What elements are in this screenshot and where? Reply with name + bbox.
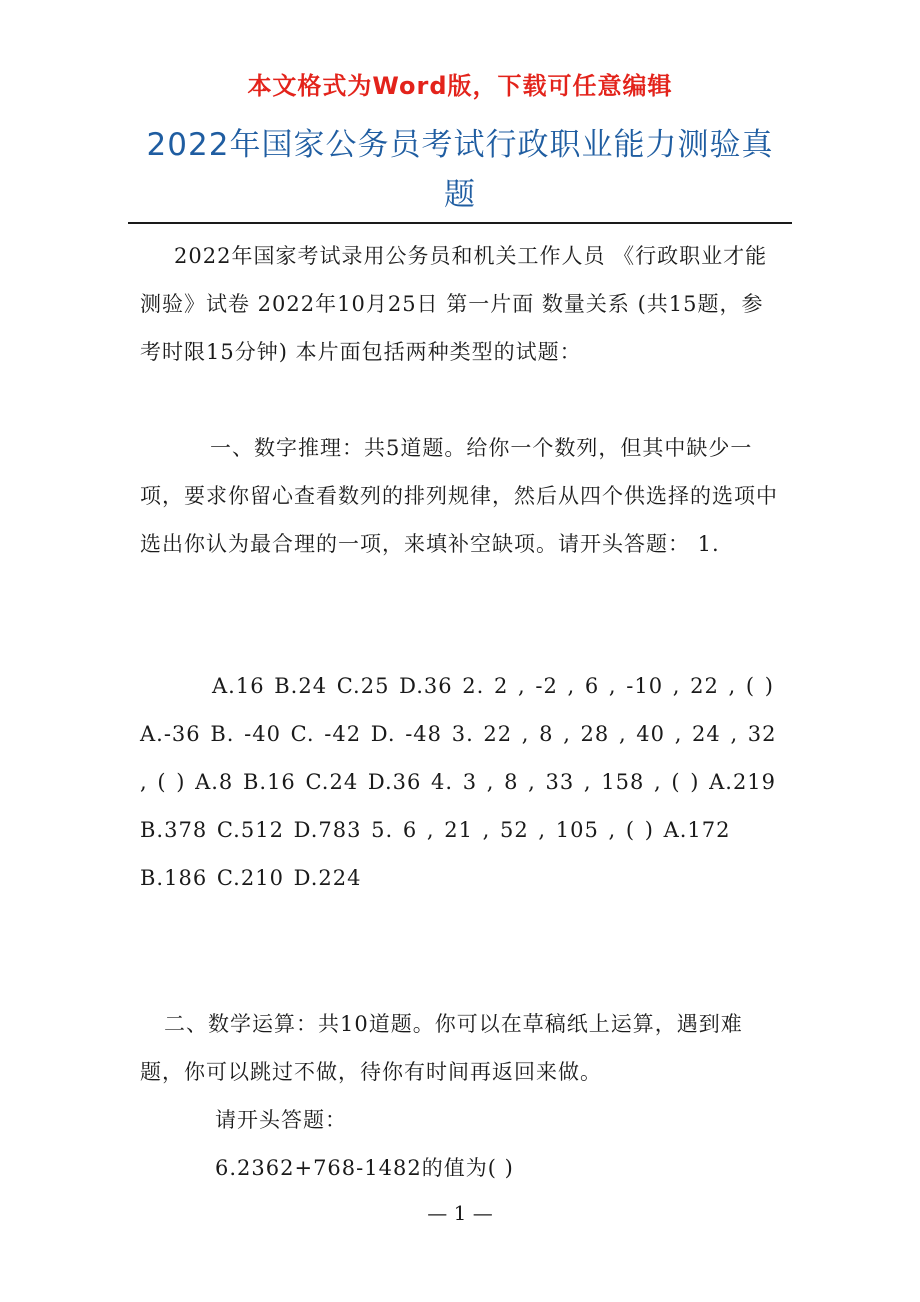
question-six: 6.2362+768-1482的值为( ) <box>215 1156 514 1180</box>
section-one-paragraph: 一、数字推理：共5道题。给你一个数列，但其中缺少一项，要求你留心查看数列的排列规律，然后从四个供选择的选项中选出你认为最合理的一项，来填补空缺项。请开头答题： 1. <box>140 436 778 556</box>
intro-paragraph: 2022年国家考试录用公务员和机关工作人员 《行政职业才能测验》试卷 2022年10月25日 第一片面 数量关系 (共15题，参考时限15分钟) 本片面包括两种类型的试题： <box>140 244 768 364</box>
title-divider <box>128 222 792 224</box>
section-two-paragraph: 二、数学运算：共10道题。你可以在草稿纸上运算，遇到难题，你可以跳过不做，待你有时间再返回来做。 <box>140 1012 743 1084</box>
start-prompt: 请开头答题： <box>215 1108 347 1132</box>
download-banner: 本文格式为Word版，下载可任意编辑 <box>247 72 673 100</box>
questions-paragraph: A.16 B.24 C.25 D.36 2. 2 , -2 , 6 , -10 , 22 , ( ) A.-36 B. -40 C. -42 D. -48 3. 22 , 8 , 28 , 40 , 24 , 32 , ( ) A.8 B.16 C.24 D.36 4. 3 , 8 , 33 , 158 , ( ) A.219 B.378 C.512 D.783 5. 6 , 21 , 52 , 105 , ( ) A.172 B.186 C.210 D.224 <box>140 674 777 890</box>
page-number: — 1 — <box>427 1201 493 1225</box>
document-title: 2022年国家公务员考试行政职业能力测验真题 <box>146 127 774 213</box>
